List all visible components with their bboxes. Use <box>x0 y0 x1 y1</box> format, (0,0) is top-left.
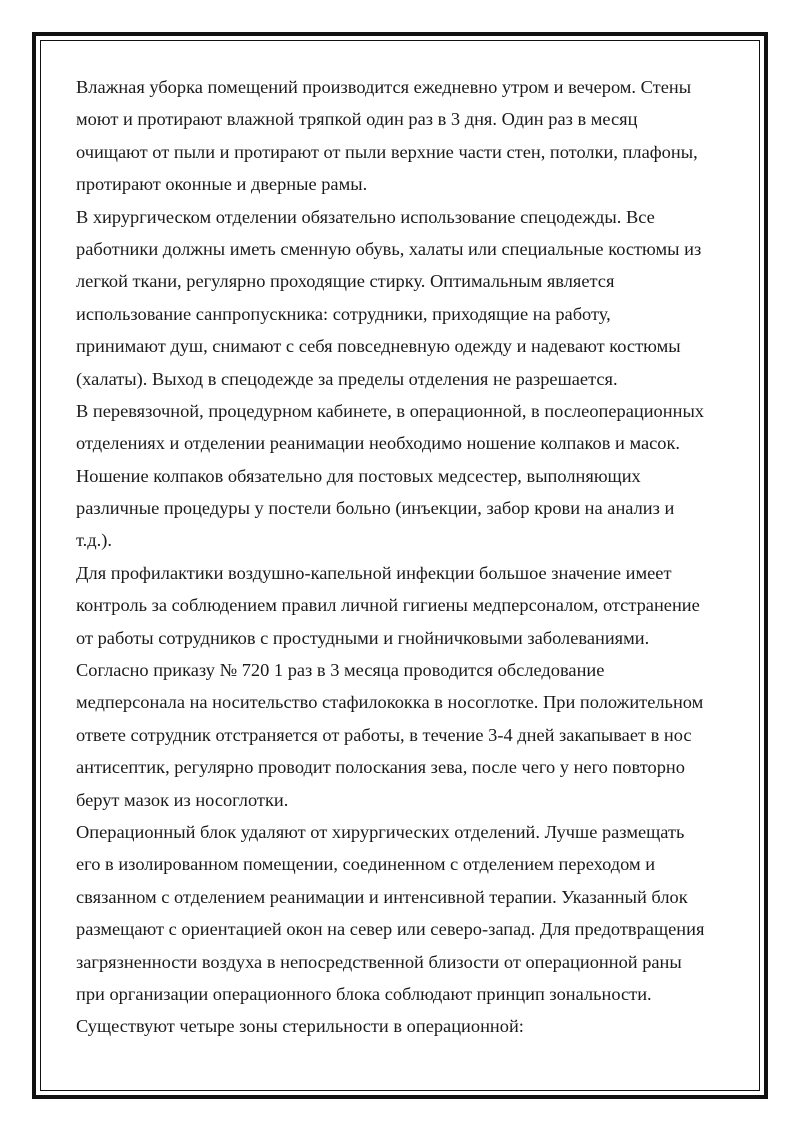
text-line: медперсонала на носительство стафилококка в носоглотке. При положительном <box>76 692 704 713</box>
text-line: размещают с ориентацией окон на север или северо-запад. Для предотвращения <box>76 919 705 940</box>
text-line: В перевязочной, процедурном кабинете, в операционной, в послеоперационных <box>76 400 704 421</box>
text-line: Операционный блок удаляют от хирургических отделений. Лучше размещать <box>76 821 685 842</box>
text-line: антисептик, регулярно проводит полоскания зева, после чего у него повторно <box>76 757 685 778</box>
text-line: отделениях и отделении реанимации необходимо ношение колпаков и масок. <box>76 433 681 454</box>
text-line: легкой ткани, регулярно проходящие стирку. Оптимальным является <box>76 271 615 292</box>
text-line: Ношение колпаков обязательно для постовых медсестер, выполняющих <box>76 465 641 486</box>
text-line: Согласно приказу № 720 1 раз в 3 месяца проводится обследование <box>76 660 605 681</box>
text-line: принимают душ, снимают с себя повседневную одежду и надевают костюмы <box>76 336 681 357</box>
text-line: при организации операционного блока соблюдают принцип зональности. <box>76 983 652 1004</box>
text-line: контроль за соблюдением правил личной гигиены медперсоналом, отстранение <box>76 595 700 616</box>
text-line: Для профилактики воздушно-капельной инфекции большое значение имеет <box>76 562 672 583</box>
text-line: Влажная уборка помещений производится ежедневно утром и вечером. Стены <box>76 77 692 97</box>
text-line: (халаты). Выход в спецодежде за пределы отделения не разрешается. <box>76 368 618 389</box>
text-line: т.д.). <box>76 530 112 551</box>
text-line: загрязненности воздуха в непосредственной близости от операционной раны <box>76 951 682 972</box>
text-line: его в изолированном помещении, соединенном с отделением переходом и <box>76 854 656 875</box>
text-line: протирают оконные и дверные рамы. <box>76 174 368 195</box>
text-line: от работы сотрудников с простудными и гнойничковыми заболеваниями. <box>76 627 650 648</box>
text-line: берут мазок из носоглотки. <box>76 789 289 810</box>
text-line: ответе сотрудник отстраняется от работы, в течение 3-4 дней закапывает в нос <box>76 724 692 745</box>
text-line: использование санпропускника: сотрудники, приходящие на работу, <box>76 303 611 324</box>
text-line: связанном с отделением реанимации и интенсивной терапии. Указанный блок <box>76 886 688 907</box>
text-line: моют и протирают влажной тряпкой один раз в 3 дня. Один раз в месяц <box>76 109 638 130</box>
text-line: Существуют четыре зоны стерильности в операционной: <box>76 1016 524 1037</box>
text-line: очищают от пыли и протирают от пыли верхние части стен, потолки, плафоны, <box>76 141 698 162</box>
text-line: различные процедуры у постели больно (инъекции, забор крови на анализ и <box>76 498 675 519</box>
text-line: работники должны иметь сменную обувь, халаты или специальные костюмы из <box>76 238 702 259</box>
document-body <box>76 71 728 1043</box>
text-line: В хирургическом отделении обязательно использование спецодежды. Все <box>76 206 655 227</box>
